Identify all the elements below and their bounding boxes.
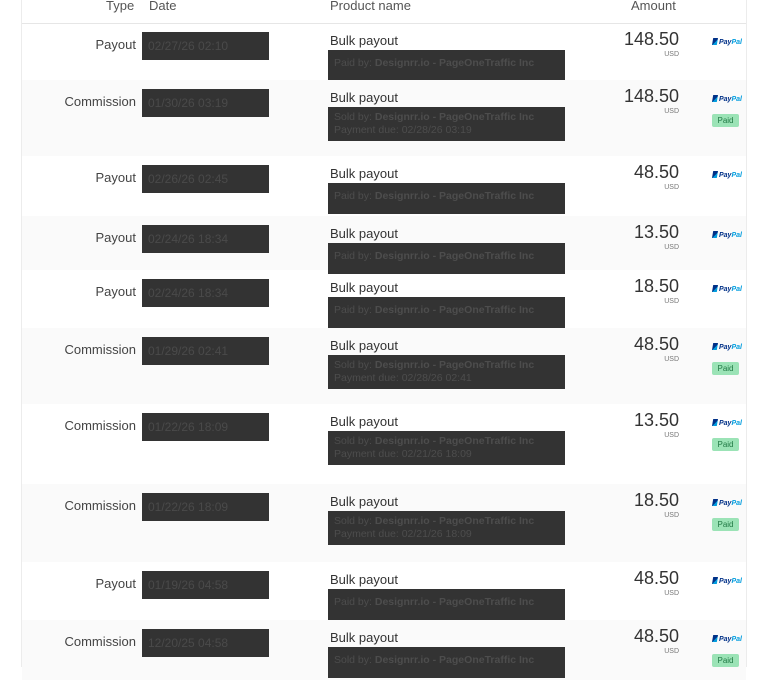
paypal-pay: Pay [719,96,732,103]
amount-currency: USD [664,298,679,305]
seller-info [328,355,565,389]
amount-currency: USD [664,108,679,115]
seller-label: Paid by: [334,250,372,262]
transaction-type: Commission [64,342,136,357]
paypal-logo [712,38,742,46]
seller-label: Sold by: [334,515,372,527]
table-row[interactable] [22,484,746,562]
seller-label: Paid by: [334,57,372,69]
paypal-icon [712,231,718,238]
paypal-pal: Pal [731,636,742,643]
transaction-date: 02/26/26 02:45 [142,165,269,193]
paypal-logo [712,635,742,643]
seller-name[interactable]: Designrr.io - PageOneTraffic Inc [374,596,535,608]
seller-info [328,183,565,214]
transaction-type: Payout [95,37,136,52]
product-name[interactable]: Bulk payout [330,226,398,241]
transaction-date: 01/30/26 03:19 [142,89,269,117]
status-badge: Paid [712,362,739,375]
paypal-icon [712,635,718,642]
paypal-pay: Pay [719,500,732,507]
paypal-icon [712,171,718,178]
paypal-pay: Pay [719,344,732,351]
product-name[interactable]: Bulk payout [330,166,398,181]
paypal-icon [712,95,718,102]
seller-label: Paid by: [334,596,372,608]
amount-value: 13.50 [633,410,679,430]
transaction-date: 02/24/26 18:34 [142,279,269,307]
paypal-logo [712,95,742,103]
paypal-pay: Pay [719,172,732,179]
transaction-type: Payout [95,170,136,185]
transaction-date: 01/22/26 18:09 [142,413,269,441]
transaction-type: Commission [64,634,136,649]
paypal-logo [712,231,742,239]
transactions-panel [21,0,747,667]
table-row[interactable] [22,328,746,404]
seller-label: Sold by: [334,111,372,123]
seller-label: Paid by: [334,190,372,202]
paypal-icon [712,577,718,584]
amount-value: 48.50 [633,568,679,588]
seller-info [328,647,565,678]
paypal-pal: Pal [731,344,742,351]
amount-currency: USD [664,432,679,439]
seller-name[interactable]: Designrr.io - PageOneTraffic Inc [374,190,535,202]
table-row[interactable] [22,156,746,216]
table-row[interactable] [22,562,746,620]
header-amount[interactable]: Amount [631,0,676,13]
seller-name[interactable]: Designrr.io - PageOneTraffic Inc [374,250,535,262]
transaction-type: Commission [64,418,136,433]
table-row[interactable] [22,216,746,270]
product-name[interactable]: Bulk payout [330,90,398,105]
amount-currency: USD [664,512,679,519]
table-row[interactable] [22,620,746,680]
paypal-logo [712,285,742,293]
transaction-type: Payout [95,230,136,245]
paypal-pay: Pay [719,420,732,427]
table-row[interactable] [22,23,746,80]
amount-value: 18.50 [633,276,679,296]
table-row[interactable] [22,270,746,328]
amount-currency: USD [664,244,679,251]
seller-name[interactable]: Designrr.io - PageOneTraffic Inc [374,654,535,666]
seller-label: Sold by: [334,359,372,371]
status-badge: Paid [712,518,739,531]
amount-value: 148.50 [623,86,679,106]
product-name[interactable]: Bulk payout [330,338,398,353]
seller-info [328,511,565,545]
seller-info [328,50,565,81]
seller-info [328,589,565,620]
amount-currency: USD [664,184,679,191]
seller-name[interactable]: Designrr.io - PageOneTraffic Inc [374,515,535,527]
paypal-logo [712,577,742,585]
transaction-date: 01/19/26 04:58 [142,571,269,599]
payment-due: Payment due: 02/28/26 02:41 [334,372,472,384]
table-row[interactable] [22,404,746,484]
product-name[interactable]: Bulk payout [330,572,398,587]
status-badge: Paid [712,114,739,127]
seller-label: Sold by: [334,435,372,447]
product-name[interactable]: Bulk payout [330,414,398,429]
header-date[interactable]: Date [149,0,177,13]
transaction-date: 02/27/26 02:10 [142,32,269,60]
paypal-logo [712,419,742,427]
amount-currency: USD [664,356,679,363]
paypal-logo [712,171,742,179]
transaction-date: 01/22/26 18:09 [142,493,269,521]
paypal-pal: Pal [731,232,742,239]
status-badge: Paid [712,654,739,667]
seller-info [328,431,565,465]
seller-label: Paid by: [334,304,372,316]
transaction-date: 01/29/26 02:41 [142,337,269,365]
paypal-pay: Pay [719,578,732,585]
paypal-icon [712,419,718,426]
amount-value: 13.50 [633,222,679,242]
paypal-pal: Pal [731,500,742,507]
product-name[interactable]: Bulk payout [330,280,398,295]
transaction-date: 02/24/26 18:34 [142,225,269,253]
paypal-pay: Pay [719,232,732,239]
paypal-pal: Pal [731,420,742,427]
seller-name[interactable]: Designrr.io - PageOneTraffic Inc [374,57,535,69]
paypal-icon [712,38,718,45]
product-name[interactable]: Bulk payout [330,630,398,645]
seller-name[interactable]: Designrr.io - PageOneTraffic Inc [374,435,535,447]
transaction-type: Commission [64,94,136,109]
paypal-pal: Pal [731,172,742,179]
paypal-pal: Pal [731,96,742,103]
header-product-name[interactable]: Product name [330,0,411,13]
seller-label: Sold by: [334,654,372,666]
table-header [22,0,746,24]
header-type[interactable]: Type [106,0,135,13]
payment-due: Payment due: 02/21/26 18:09 [334,528,472,540]
paypal-logo [712,499,742,507]
amount-value: 48.50 [633,162,679,182]
product-name[interactable]: Bulk payout [330,33,398,48]
transaction-type: Payout [95,284,136,299]
seller-name[interactable]: Designrr.io - PageOneTraffic Inc [374,359,535,371]
amount-value: 148.50 [623,29,679,49]
paypal-pal: Pal [731,286,742,293]
transaction-date: 12/20/25 04:58 [142,629,269,657]
seller-name[interactable]: Designrr.io - PageOneTraffic Inc [374,304,535,316]
product-name[interactable]: Bulk payout [330,494,398,509]
transaction-type: Commission [64,498,136,513]
paypal-pay: Pay [719,286,732,293]
amount-value: 48.50 [633,334,679,354]
table-row[interactable] [22,80,746,156]
seller-info [328,297,565,328]
paypal-pay: Pay [719,39,732,46]
amount-currency: USD [664,51,679,58]
payment-due: Payment due: 02/21/26 18:09 [334,448,472,460]
status-badge: Paid [712,438,739,451]
paypal-icon [712,343,718,350]
paypal-icon [712,285,718,292]
paypal-pal: Pal [731,39,742,46]
paypal-logo [712,343,742,351]
amount-value: 18.50 [633,490,679,510]
paypal-pal: Pal [731,578,742,585]
amount-currency: USD [664,590,679,597]
transaction-type: Payout [95,576,136,591]
amount-currency: USD [664,648,679,655]
seller-info [328,107,565,141]
paypal-pay: Pay [719,636,732,643]
paypal-icon [712,499,718,506]
seller-name[interactable]: Designrr.io - PageOneTraffic Inc [374,111,535,123]
amount-value: 48.50 [633,626,679,646]
payment-due: Payment due: 02/28/26 03:19 [334,124,472,136]
